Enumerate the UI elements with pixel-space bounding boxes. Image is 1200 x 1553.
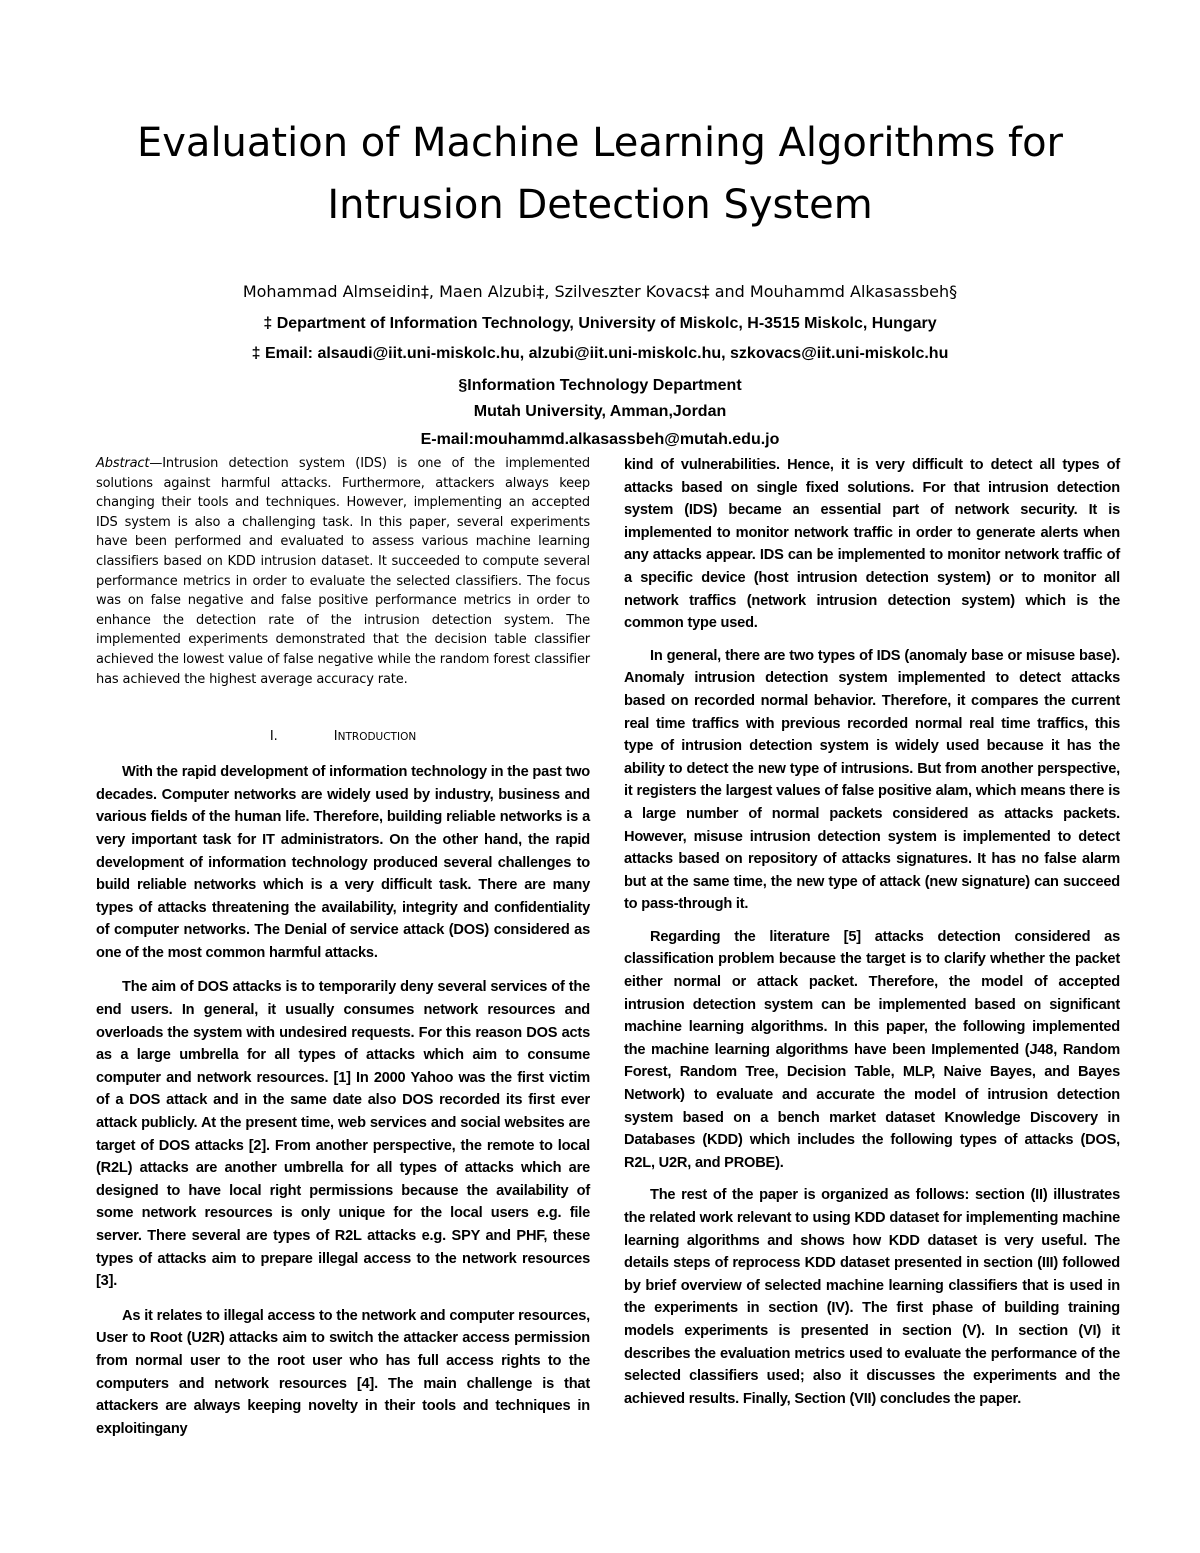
paragraph: As it relates to illegal access to the network and computer resources, User to Root (U2R) attacks aim to switch the attacker access permission from normal user to the root user who has full access rights to the computers and network resources [4]. The main challenge is that attackers are always keeping novelty in their tools and techniques in exploitingany (96, 1307, 590, 1437)
paragraph: The rest of the paper is organized as follows: section (II) illustrates the related work relevant to using KDD dataset for implementing machine learning algorithms and shows how KDD dataset is very useful. The details steps of reprocess KDD dataset presented in section (III) followed by brief overview of selected machine learning classifiers that is used in the experiments in section (IV). The first phase of building training models experiments is presented in section (V). In section (VI) it describes the evaluation metrics used to evaluate the performance of the selected classifiers used; also it discusses the experiments and the achieved results. Finally, Section (VII) concludes the paper. (624, 1187, 1120, 1407)
section-number: I. (269, 729, 278, 745)
abstract-text: —Intrusion detection system (IDS) is one of the implemented solutions against harmful attacks. Furthermore, attackers always keep changing their tools and techniques. However, implementing an accepted IDS system is also a challenging task. In this paper, several experiments have been performed and evaluated to assess various machine learning classifiers based on KDD intrusion dataset. It succeeded to compute several performance metrics in order to evaluate the selected classifiers. The focus was on false negative and false positive performance metrics in order to enhance the detection rate of the intrusion detection system. The implemented experiments demonstrated that the decision table classifier achieved the lowest value of false negative while the random forest classifier has achieved the highest average accuracy rate. (96, 456, 590, 687)
affiliation-it-department: §Information Technology Department (458, 377, 742, 394)
section-heading-introduction (96, 727, 590, 747)
author-list: Mohammad Almseidin‡, Maen Alzubi‡, Szilveszter Kovacs‡ and Mouhammd Alkasassbeh§ (242, 282, 958, 301)
paragraph: Regarding the literature [5] attacks detection considered as classification problem because the target is to clarify whether the packet either normal or attack packet. Therefore, the model of accepted intrusion detection system can be implemented based on significant machine learning algorithms. In this paper, the following implemented the machine learning algorithms have been Implemented (J48, Random Forest, Random Tree, Decision Table, MLP, Naive Bayes, and Bayes Network) to evaluate and accurate the model of intrusion detection system based on a bench market dataset Knowledge Discovery in Databases (KDD) which includes the following types of attacks (DOS, R2L, U2R, and PROBE). (624, 928, 1120, 1171)
affiliation-email: E-mail:mouhammd.alkasassbeh@mutah.edu.jo (420, 431, 780, 448)
affiliation-emails: ‡ Email: alsaudi@iit.uni-miskolc.hu, alzubi@iit.uni-miskolc.hu, szkovacs@iit.uni-miskolc.hu (251, 345, 949, 362)
paragraph: With the rapid development of information technology in the past two decades. Computer networks are widely used by industry, business and various fields of the human life. Therefore, building reliable networks is a very important task for IT administrators. On the other hand, the rapid development of information technology produced several challenges to build reliable networks which is a very difficult task. There are many types of attacks threatening the availability, integrity and confidentiality of computer networks. The Denial of service attack (DOS) considered as one of the most common harmful attacks. (96, 764, 590, 961)
right-column (624, 454, 1120, 1420)
paragraph: In general, there are two types of IDS (anomaly base or misuse base). Anomaly intrusion detection system implemented to detect attacks based on recorded normal behavior. Therefore, it compares the current real time traffics with previous recorded normal real time traffics, this type of intrusion detection system is widely used because it has the ability to detect the new type of intrusions. But from another perspective, it registers the largest values of false positive alam, which means there is a large number of normal packets considered as attacks packets. However, misuse intrusion detection system is implemented to detect attacks based on repository of attacks signatures. It has no false alarm but at the same time, the new type of attack (new signature) can succeed to pass-through it. (624, 647, 1120, 913)
abstract (96, 454, 590, 689)
abstract-label: Abstract (96, 456, 150, 471)
affiliation-department: ‡ Department of Information Technology, University of Miskolc, H-3515 Miskolc, Hungary (263, 315, 937, 332)
section-title-initial: I (333, 729, 338, 745)
title-line-2: Intrusion Detection System (327, 182, 873, 228)
paragraph: The aim of DOS attacks is to temporarily deny several services of the end users. In general, it usually consumes network resources and overloads the system with undesired requests. For this reason DOS acts as a large umbrella for all types of attacks which aim to consume computer and network resources. [1] In 2000 Yahoo was the first victim of a DOS attack and in the same date also DOS recorded its first ever attack publicly. At the present time, web services and social websites are target of DOS attacks [2]. From another perspective, the remote to local (R2L) attacks are another umbrella for all types of attacks which are designed to have local right permissions because the availability of some network resources is only unique for the local users e.g. file server. There several are types of R2L attacks e.g. SPY and PHF, these types of attacks aim to prepare illegal access to the network resources [3]. (96, 979, 590, 1290)
paragraph: kind of vulnerabilities. Hence, it is very difficult to detect all types of attacks based on single fixed solutions. For that intrusion detection system (IDS) became an essential part of network security. It is implemented to monitor network traffic in order to generate alerts when any attacks appear. IDS can be implemented to monitor network traffic of a specific device (host intrusion detection system) or to monitor all network traffics (network intrusion detection system) which is the common type used. (624, 457, 1120, 632)
affiliation-university: Mutah University, Amman,Jordan (473, 403, 727, 420)
left-column (96, 454, 590, 1452)
title-line-1: Evaluation of Machine Learning Algorithms for (136, 120, 1063, 166)
section-title-rest: NTRODUCTION (337, 731, 417, 744)
paper-title (90, 112, 1110, 236)
